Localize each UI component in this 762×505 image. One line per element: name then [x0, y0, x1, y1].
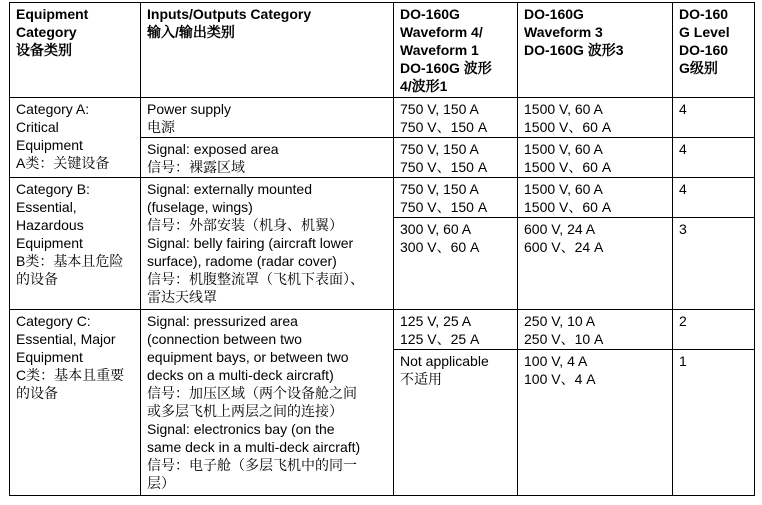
- waveform-text: 750 V、150 A: [400, 199, 488, 215]
- waveform-text: 300 V、60 A: [400, 239, 480, 255]
- category-text: A类：关键设备: [16, 155, 110, 171]
- io-text: same deck in a multi-deck aircraft): [147, 439, 361, 455]
- waveform-text: 600 V, 24 A: [524, 221, 596, 237]
- level-text: 4: [679, 101, 687, 117]
- io-text: 或多层飞机上两层之间的连接）: [147, 403, 343, 419]
- waveform-text: 750 V、150 A: [400, 119, 488, 135]
- header-equipment-category: [10, 3, 141, 98]
- level-cell: [673, 98, 755, 138]
- header-text: 4/波形1: [400, 78, 448, 94]
- waveform-text: 600 V、24 A: [524, 239, 604, 255]
- header-text: Category: [16, 24, 77, 40]
- category-text: B类：基本且危险: [16, 253, 124, 269]
- waveform-text: 100 V、4 A: [524, 371, 596, 387]
- waveform-text: 1500 V、60 A: [524, 159, 612, 175]
- waveform-text: 750 V, 150 A: [400, 101, 479, 117]
- level-text: 4: [679, 181, 687, 197]
- level-cell: [673, 310, 755, 350]
- waveform4-cell: [394, 310, 518, 350]
- category-text: C类：基本且重要: [16, 367, 125, 383]
- io-text: 层）: [147, 475, 175, 491]
- category-text: Equipment: [16, 235, 83, 251]
- header-text: DO-160G: [400, 6, 460, 22]
- level-text: 4: [679, 141, 687, 157]
- header-text: 输入/输出类别: [147, 24, 235, 40]
- waveform-text: 1500 V、60 A: [524, 199, 612, 215]
- category-text: Equipment: [16, 349, 83, 365]
- category-text: Category C:: [16, 313, 91, 329]
- io-text: (connection between two: [147, 331, 302, 347]
- category-cell: [10, 98, 141, 178]
- io-text: 信号：裸露区域: [147, 159, 245, 175]
- header-text: DO-160G: [524, 6, 584, 22]
- category-text: Category B:: [16, 181, 90, 197]
- table-row: [10, 178, 755, 218]
- header-text: DO-160: [679, 6, 729, 22]
- waveform-text: 250 V, 10 A: [524, 313, 596, 329]
- io-text: equipment bays, or between two: [147, 349, 349, 365]
- io-text: 雷达天线罩: [147, 289, 217, 305]
- category-text: Category A:: [16, 101, 90, 117]
- category-text: Essential, Major: [16, 331, 116, 347]
- header-text: G Level: [679, 24, 730, 40]
- level-text: 2: [679, 313, 687, 329]
- io-cell: [141, 98, 394, 138]
- level-cell: [673, 350, 755, 496]
- level-text: 3: [679, 221, 687, 237]
- io-text: Signal: exposed area: [147, 141, 279, 157]
- waveform3-cell: [518, 98, 673, 138]
- category-text: Critical: [16, 119, 59, 135]
- io-text: Power supply: [147, 101, 232, 117]
- waveform4-cell: [394, 350, 518, 496]
- waveform-text: 1500 V, 60 A: [524, 101, 603, 117]
- level-cell: [673, 218, 755, 310]
- waveform-text: 1500 V, 60 A: [524, 141, 603, 157]
- waveform4-cell: [394, 178, 518, 218]
- category-text: 的设备: [16, 385, 58, 401]
- category-text: 的设备: [16, 271, 58, 287]
- io-cell: [141, 310, 394, 496]
- io-text: 信号：外部安装（机身、机翼）: [147, 217, 343, 233]
- header-text: 设备类别: [16, 42, 72, 58]
- waveform4-cell: [394, 218, 518, 310]
- category-text: Equipment: [16, 137, 83, 153]
- header-text: DO-160G 波形3: [524, 42, 624, 58]
- equipment-category-table: [9, 2, 755, 496]
- waveform4-cell: [394, 98, 518, 138]
- waveform3-cell: [518, 350, 673, 496]
- waveform-text: 1500 V、60 A: [524, 119, 612, 135]
- waveform-text: Not applicable: [400, 353, 489, 369]
- waveform-text: 300 V, 60 A: [400, 221, 472, 237]
- level-cell: [673, 178, 755, 218]
- category-text: Hazardous: [16, 217, 84, 233]
- waveform-text: 100 V, 4 A: [524, 353, 588, 369]
- io-text: (fuselage, wings): [147, 199, 253, 215]
- io-text: Signal: electronics bay (on the: [147, 421, 335, 437]
- waveform-text: 125 V、25 A: [400, 331, 480, 347]
- header-row: [10, 3, 755, 98]
- header-text: Waveform 3: [524, 24, 603, 40]
- waveform-text: 750 V、150 A: [400, 159, 488, 175]
- waveform3-cell: [518, 218, 673, 310]
- category-cell: [10, 310, 141, 496]
- header-text: G级别: [679, 60, 718, 76]
- header-level: [673, 3, 755, 98]
- header-text: DO-160G 波形: [400, 60, 492, 76]
- io-cell: [141, 178, 394, 310]
- io-text: Signal: externally mounted: [147, 181, 312, 197]
- waveform-text: 1500 V, 60 A: [524, 181, 603, 197]
- io-text: 信号：加压区域（两个设备舱之间: [147, 385, 357, 401]
- io-cell: [141, 138, 394, 178]
- level-text: 1: [679, 353, 687, 369]
- header-text: DO-160: [679, 42, 729, 58]
- header-text: Waveform 1: [400, 42, 479, 58]
- header-text: Equipment: [16, 6, 89, 22]
- io-text: Signal: belly fairing (aircraft lower: [147, 235, 354, 251]
- io-text: 信号：电子舱（多层飞机中的同一: [147, 457, 357, 473]
- waveform-text: 不适用: [400, 371, 442, 387]
- io-text: surface), radome (radar cover): [147, 253, 337, 269]
- waveform-text: 125 V, 25 A: [400, 313, 472, 329]
- io-text: decks on a multi-deck aircraft): [147, 367, 334, 383]
- header-waveform-4-1: [394, 3, 518, 98]
- waveform3-cell: [518, 178, 673, 218]
- header-io-category: [141, 3, 394, 98]
- level-cell: [673, 138, 755, 178]
- table-row: [10, 98, 755, 138]
- waveform-text: 250 V、10 A: [524, 331, 604, 347]
- io-text: 信号：机腹整流罩（飞机下表面）、: [147, 271, 364, 287]
- waveform3-cell: [518, 310, 673, 350]
- category-cell: [10, 178, 141, 310]
- header-text: Waveform 4/: [400, 24, 483, 40]
- io-text: Signal: pressurized area: [147, 313, 298, 329]
- waveform4-cell: [394, 138, 518, 178]
- io-text: 电源: [147, 119, 175, 135]
- waveform3-cell: [518, 138, 673, 178]
- header-text: Inputs/Outputs Category: [147, 6, 312, 22]
- table-row: [10, 310, 755, 350]
- waveform-text: 750 V, 150 A: [400, 181, 479, 197]
- category-text: Essential,: [16, 199, 77, 215]
- header-waveform-3: [518, 3, 673, 98]
- waveform-text: 750 V, 150 A: [400, 141, 479, 157]
